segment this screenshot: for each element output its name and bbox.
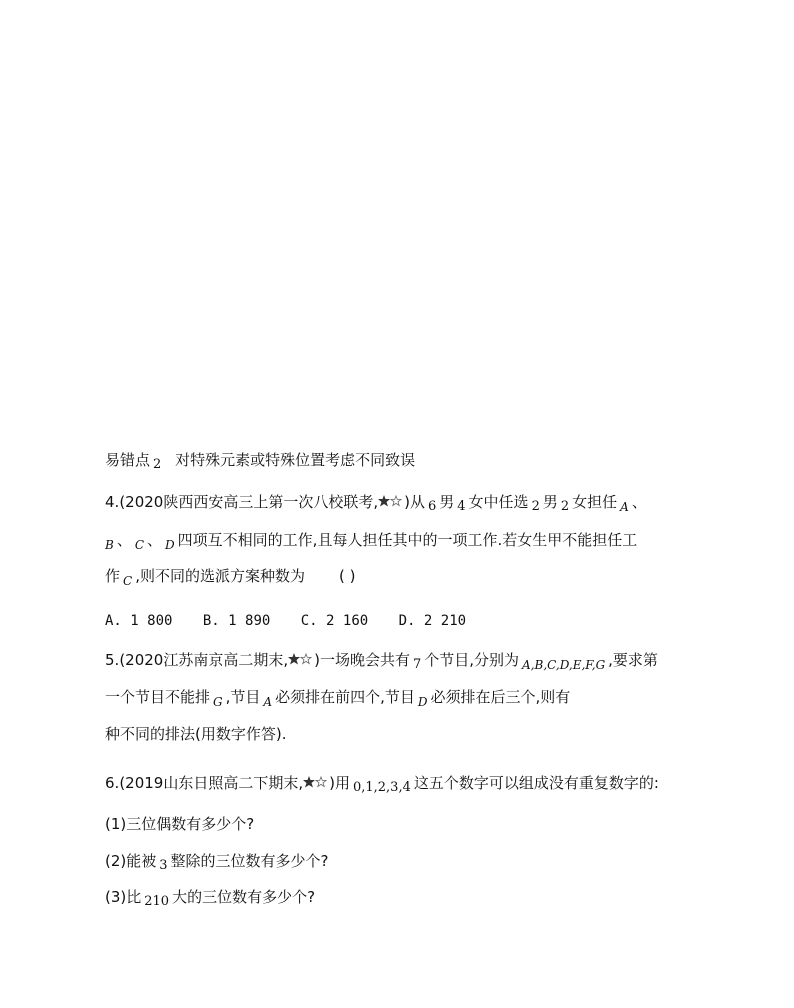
q5-text: ,要求第 <box>608 651 658 669</box>
q5-number: 5. <box>105 651 120 669</box>
q4-text: 男 <box>439 493 455 511</box>
q4-number-2: 2 <box>531 499 540 514</box>
q4-text: ,则不同的选派方案种数为 <box>135 567 305 585</box>
difficulty-stars-icon <box>288 652 314 666</box>
answer-bracket: ( ) <box>338 567 356 585</box>
q5-text: 必须排在后三个,则有 <box>430 688 571 706</box>
q4-number: 4. <box>105 493 120 511</box>
q4-var-b: B <box>105 538 114 552</box>
q4-text: 四项互不相同的工作,且每人担任其中的一项工作.若女生甲不能担任工 <box>177 531 638 549</box>
q6-subquestion-1: (1)三位偶数有多少个? <box>105 815 255 833</box>
q5-text: 种不同的排法(用数字作答). <box>105 725 287 743</box>
q4-line-3 <box>105 566 355 587</box>
q6-sub-1 <box>105 814 254 834</box>
q6-text: )用 <box>329 774 350 792</box>
q5-text: 必须排在前四个,节目 <box>275 688 415 706</box>
q4-var-a: A <box>620 500 629 514</box>
q6-number-210: 210 <box>144 894 170 909</box>
q4-text: 女担任 <box>572 493 618 511</box>
option-d: D. 2 210 <box>398 613 467 629</box>
q4-text: )从 <box>404 493 425 511</box>
q6-sub-2 <box>105 851 329 873</box>
q6-text: 这五个数字可以组成没有重复数字的: <box>413 774 659 792</box>
q6-line-1 <box>105 773 659 795</box>
section-label: 易错点 <box>105 451 151 469</box>
q6-text: 整除的三位数有多少个? <box>170 852 329 870</box>
q6-text: 大的三位数有多少个? <box>172 888 316 906</box>
q6-source: (2019山东日照高二下期末, <box>119 774 304 792</box>
q5-var-g: G <box>213 695 223 709</box>
q4-number-2: 2 <box>560 499 570 514</box>
difficulty-stars-icon <box>303 775 329 789</box>
q4-var-c: C <box>123 574 133 588</box>
q4-source: (2020陕西西安高三上第一次八校联考, <box>119 493 379 511</box>
q4-text: 女中任选 <box>468 493 529 511</box>
q4-separator: 、 <box>116 531 132 549</box>
option-b: B. 1 890 <box>202 613 271 629</box>
q4-line-1 <box>105 492 647 514</box>
q4-number-6: 6 <box>427 499 437 514</box>
q6-number-3: 3 <box>159 858 168 873</box>
q5-var-a: A <box>263 695 273 709</box>
option-a: A. 1 800 <box>105 613 173 629</box>
q5-source: (2020江苏南京高二期末, <box>119 651 289 669</box>
q5-text: ,节目 <box>225 688 261 706</box>
option-c: C. 2 160 <box>300 613 369 629</box>
q4-number-4: 4 <box>457 499 466 514</box>
q5-program-letters: A,B,C,D,E,F,G <box>522 658 606 672</box>
q4-line-2 <box>105 530 637 551</box>
q5-number-7: 7 <box>412 657 422 672</box>
q5-text: 一个节目不能排 <box>105 688 211 706</box>
q5-line-2 <box>105 687 570 708</box>
q6-text: (2)能被 <box>105 852 157 870</box>
q6-text: (3)比 <box>105 888 142 906</box>
q4-options <box>105 611 466 631</box>
q5-text: )一场晚会共有 <box>314 651 410 669</box>
section-number: 2 <box>153 457 162 472</box>
q4-var-c: C <box>134 538 145 552</box>
q5-line-3 <box>105 724 286 744</box>
q4-separator: 、 <box>147 531 163 549</box>
q5-var-d: D <box>417 695 428 709</box>
q5-text: 个节目,分别为 <box>424 651 520 669</box>
q4-text: 男 <box>542 493 558 511</box>
section-header <box>105 450 415 472</box>
section-title: 对特殊元素或特殊位置考虑不同致误 <box>175 451 416 469</box>
difficulty-stars-icon <box>378 494 404 508</box>
q4-text: 作 <box>105 567 121 585</box>
q6-sub-3 <box>105 887 315 909</box>
q6-digits: 0,1,2,3,4 <box>352 780 411 795</box>
q4-var-d: D <box>165 538 175 552</box>
q6-number: 6. <box>105 774 120 792</box>
q4-separator: 、 <box>631 493 647 511</box>
q5-line-1 <box>105 650 658 672</box>
